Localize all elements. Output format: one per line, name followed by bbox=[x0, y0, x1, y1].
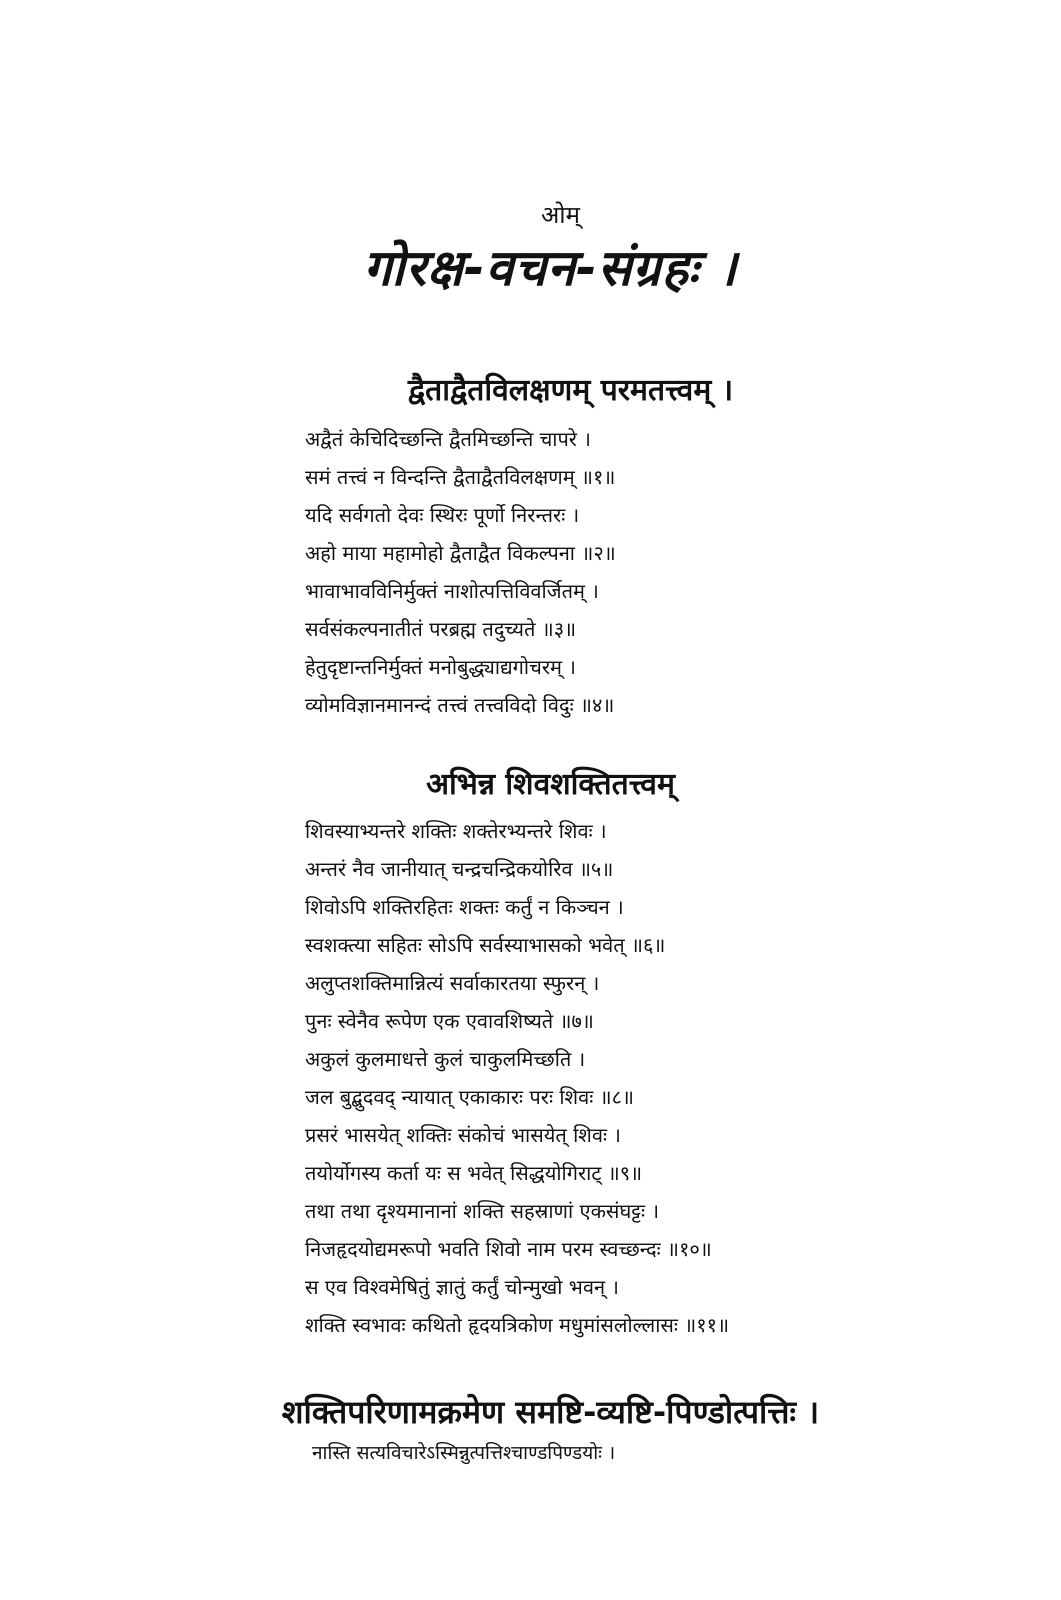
verse-line: तयोर्योगस्य कर्ता यः स भवेत् सिद्धयोगिराट् ॥९॥ bbox=[305, 1161, 643, 1185]
verse-line: अकुलं कुलमाधत्ते कुलं चाकुलमिच्छति । bbox=[305, 1047, 586, 1071]
verse-line: निजहृदयोद्यमरूपो भवति शिवो नाम परम स्वच्छन्दः ॥१०॥ bbox=[305, 1237, 712, 1261]
section-heading-shivashakti: अभिन्न शिवशक्तितत्त्वम् bbox=[426, 767, 675, 802]
verse-line: स एव विश्वमेषितुं ज्ञातुं कर्तुं चोन्मुखो भवन् । bbox=[305, 1275, 619, 1299]
verse-line: अद्वैतं केचिदिच्छन्ति द्वैतमिच्छन्ति चापरे । bbox=[305, 427, 591, 451]
verse-line: समं तत्त्वं न विन्दन्ति द्वैताद्वैतविलक्षणम् ॥१॥ bbox=[305, 465, 616, 489]
page-title: गोरक्ष-वचन-संग्रहः । bbox=[363, 239, 738, 297]
verse-line: शिवोऽपि शक्तिरहितः शक्तः कर्तुं न किञ्चन । bbox=[305, 895, 624, 919]
verse-line: अलुप्तशक्तिमान्नित्यं सर्वाकारतया स्फुरन् । bbox=[305, 971, 600, 995]
verse-line: भावाभावविनिर्मुक्तं नाशोत्पत्तिविवर्जितम् । bbox=[305, 579, 599, 603]
verse-line: यदि सर्वगतो देवः स्थिरः पूर्णो निरन्तरः । bbox=[305, 503, 580, 527]
verse-line: स्वशक्त्या सहितः सोऽपि सर्वस्याभासको भवेत् ॥६॥ bbox=[305, 933, 666, 957]
verse-line: नास्ति सत्यविचारेऽस्मिन्नुत्पत्तिश्चाण्डपिण्डयोः । bbox=[312, 1442, 616, 1464]
verse-line: प्रसरं भासयेत् शक्तिः संकोचं भासयेत् शिवः । bbox=[305, 1123, 621, 1147]
verse-list-section-3 bbox=[312, 1434, 812, 1472]
om-invocation: ओम् bbox=[541, 201, 580, 229]
verse-line: अहो माया महामोहो द्वैताद्वैत विकल्पना ॥२॥ bbox=[305, 541, 616, 565]
verse-line: शिवस्याभ्यन्तरे शक्तिः शक्तेरभ्यन्तरे शिवः । bbox=[305, 819, 607, 843]
verse-list-section-2 bbox=[305, 812, 855, 1344]
section-heading-dvaitadvaita: द्वैताद्वैतविलक्षणम् परमतत्त्वम् । bbox=[407, 373, 734, 408]
section-heading-pindotpatti: शक्तिपरिणामक्रमेण समष्टि-व्यष्टि-पिण्डोत्पत्तिः । bbox=[281, 1393, 820, 1431]
verse-list-section-1 bbox=[305, 420, 805, 724]
verse-line: जल बुद्बुदवद् न्यायात् एकाकारः परः शिवः ॥८॥ bbox=[305, 1085, 635, 1109]
verse-line: शक्ति स्वभावः कथितो हृदयत्रिकोण मधुमांसलोल्लासः ॥११॥ bbox=[305, 1313, 730, 1337]
verse-line: हेतुदृष्टान्तनिर्मुक्तं मनोबुद्ध्याद्यगोचरम् । bbox=[305, 655, 576, 679]
verse-line: तथा तथा दृश्यमानानां शक्ति सहस्राणां एकसंघट्टः । bbox=[305, 1199, 660, 1223]
verse-line: पुनः स्वेनैव रूपेण एक एवावशिष्यते ॥७॥ bbox=[305, 1009, 594, 1033]
verse-line: सर्वसंकल्पनातीतं परब्रह्म तदुच्यते ॥३॥ bbox=[305, 617, 577, 641]
verse-line: व्योमविज्ञानमानन्दं तत्त्वं तत्त्वविदो विदुः ॥४॥ bbox=[305, 693, 615, 717]
verse-line: अन्तरं नैव जानीयात् चन्द्रचन्द्रिकयोरिव ॥५॥ bbox=[305, 857, 614, 881]
